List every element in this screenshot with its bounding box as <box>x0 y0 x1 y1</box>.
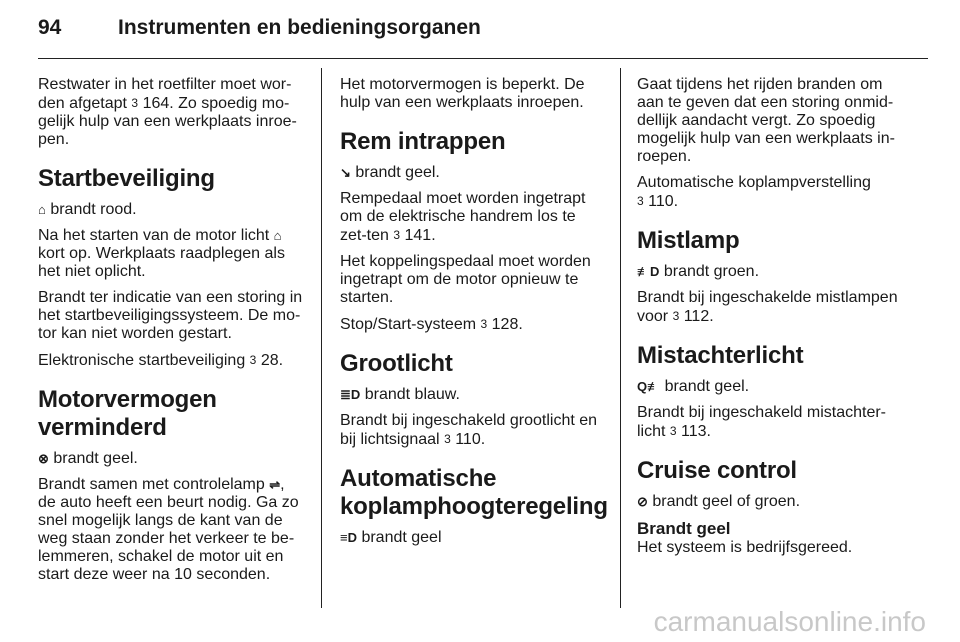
reference-arrow-icon: 3 <box>672 309 680 323</box>
page-title: Instrumenten en bedieningsorganen <box>118 16 481 39</box>
paragraph: Brandt samen met controlelamp ⇌, de auto heeft een beurt nodig. Ga zo snel mogelijk langs de kant van de weg staan zonder het verkeer te be-lemmeren, schakel de motor uit en start deze weer na 10 seconden. <box>38 476 299 583</box>
column-3 <box>637 76 902 565</box>
paragraph: Brandt bij ingeschakeld grootlicht en bij lichtsignaal 3 110. <box>340 412 598 448</box>
heading-mistachterlicht: Mistachterlicht <box>637 342 804 369</box>
paragraph: Het koppelingspedaal moet worden ingetrapt om de motor opnieuw te starten. <box>340 253 591 306</box>
heading-rem-intrappen: Rem intrappen <box>340 128 506 155</box>
reference-arrow-icon: 3 <box>669 424 677 438</box>
reference-arrow-icon: 3 <box>480 317 488 331</box>
front-fog-light-icon: ≢D <box>637 264 660 279</box>
page-header <box>38 16 930 52</box>
engine-power-icon: ⊗ <box>38 451 49 466</box>
heading-grootlicht: Grootlicht <box>340 350 453 377</box>
cruise-control-icon: ⊘ <box>637 494 648 509</box>
reference-arrow-icon: 3 <box>131 96 139 110</box>
column-1 <box>38 76 306 592</box>
reference-arrow-icon: 3 <box>637 194 644 208</box>
paragraph: Gaat tijdens het rijden branden om aan te geven dat een storing onmid-dellijk aandacht vergt. Zo spoedig mogelijk hulp van een werkplaats in-roepen. <box>637 76 895 165</box>
brake-pedal-icon: ↘ <box>340 165 351 180</box>
paragraph: Brandt ter indicatie van een storing in het startbeveiligingssysteem. De mo-tor kan niet worden gestart. <box>38 289 303 342</box>
reference-arrow-icon: 3 <box>249 353 257 367</box>
column-divider-2 <box>620 68 621 608</box>
high-beam-icon: ≣D <box>340 387 361 402</box>
page-number: 94 <box>38 16 62 39</box>
service-car-icon: ⇌ <box>269 477 281 492</box>
paragraph: Elektronische startbeveiliging 3 28. <box>38 352 284 369</box>
status-line: Q≢ brandt geel. <box>637 378 750 395</box>
headlamp-leveling-icon: ≡D <box>340 530 357 545</box>
status-line: ⊘ brandt geel of groen. <box>637 493 801 510</box>
heading-cruise-control: Cruise control <box>637 457 797 484</box>
paragraph: Restwater in het roetfilter moet wor-den afgetapt 3 164. Zo spoedig mo-gelijk hulp van een werkplaats inroe-pen. <box>38 76 297 148</box>
car-lock-icon: ⌂ <box>38 202 46 217</box>
paragraph: Brandt bij ingeschakelde mistlampen voor 3 112. <box>637 289 898 325</box>
status-line: ⊗ brandt geel. <box>38 450 138 467</box>
header-divider <box>38 58 928 59</box>
reference-arrow-icon: 3 <box>393 228 401 242</box>
status-line: ≣D brandt blauw. <box>340 386 460 403</box>
status-line: ↘ brandt geel. <box>340 164 440 181</box>
heading-startbeveiliging: Startbeveiliging <box>38 165 215 192</box>
paragraph: Stop/Start-systeem 3 128. <box>340 316 523 333</box>
paragraph: Automatische koplampverstelling 3 110. <box>637 174 871 210</box>
status-line: ≢D brandt groen. <box>637 263 760 280</box>
status-line: ⌂ brandt rood. <box>38 201 137 218</box>
heading-mistlamp: Mistlamp <box>637 227 740 254</box>
rear-fog-light-icon: Q≢ <box>637 379 661 394</box>
watermark: carmanualsonline.info <box>653 606 926 637</box>
reference-arrow-icon: 3 <box>444 432 451 446</box>
paragraph: Het motorvermogen is beperkt. De hulp van een werkplaats inroepen. <box>340 76 585 111</box>
status-line: ≡D brandt geel <box>340 529 442 546</box>
heading-motorvermogen: Motorvermogen verminderd <box>38 386 217 441</box>
subheading-brandt-geel: Brandt geel <box>637 519 731 538</box>
paragraph: Brandt bij ingeschakeld mistachter-licht 3 113. <box>637 404 887 440</box>
car-lock-icon: ⌂ <box>273 228 282 243</box>
paragraph: Het systeem is bedrijfsgereed. <box>637 539 853 556</box>
column-2 <box>340 76 608 555</box>
heading-automatische-koplamphoogteregeling: Automatische koplamphoogteregeling <box>340 465 608 520</box>
paragraph: Na het starten van de motor licht ⌂ kort op. Werkplaats raadplegen als het niet oplicht. <box>38 227 285 280</box>
column-divider-1 <box>321 68 322 608</box>
paragraph: Rempedaal moet worden ingetrapt om de elektrische handrem los te zet-ten 3 141. <box>340 190 586 244</box>
